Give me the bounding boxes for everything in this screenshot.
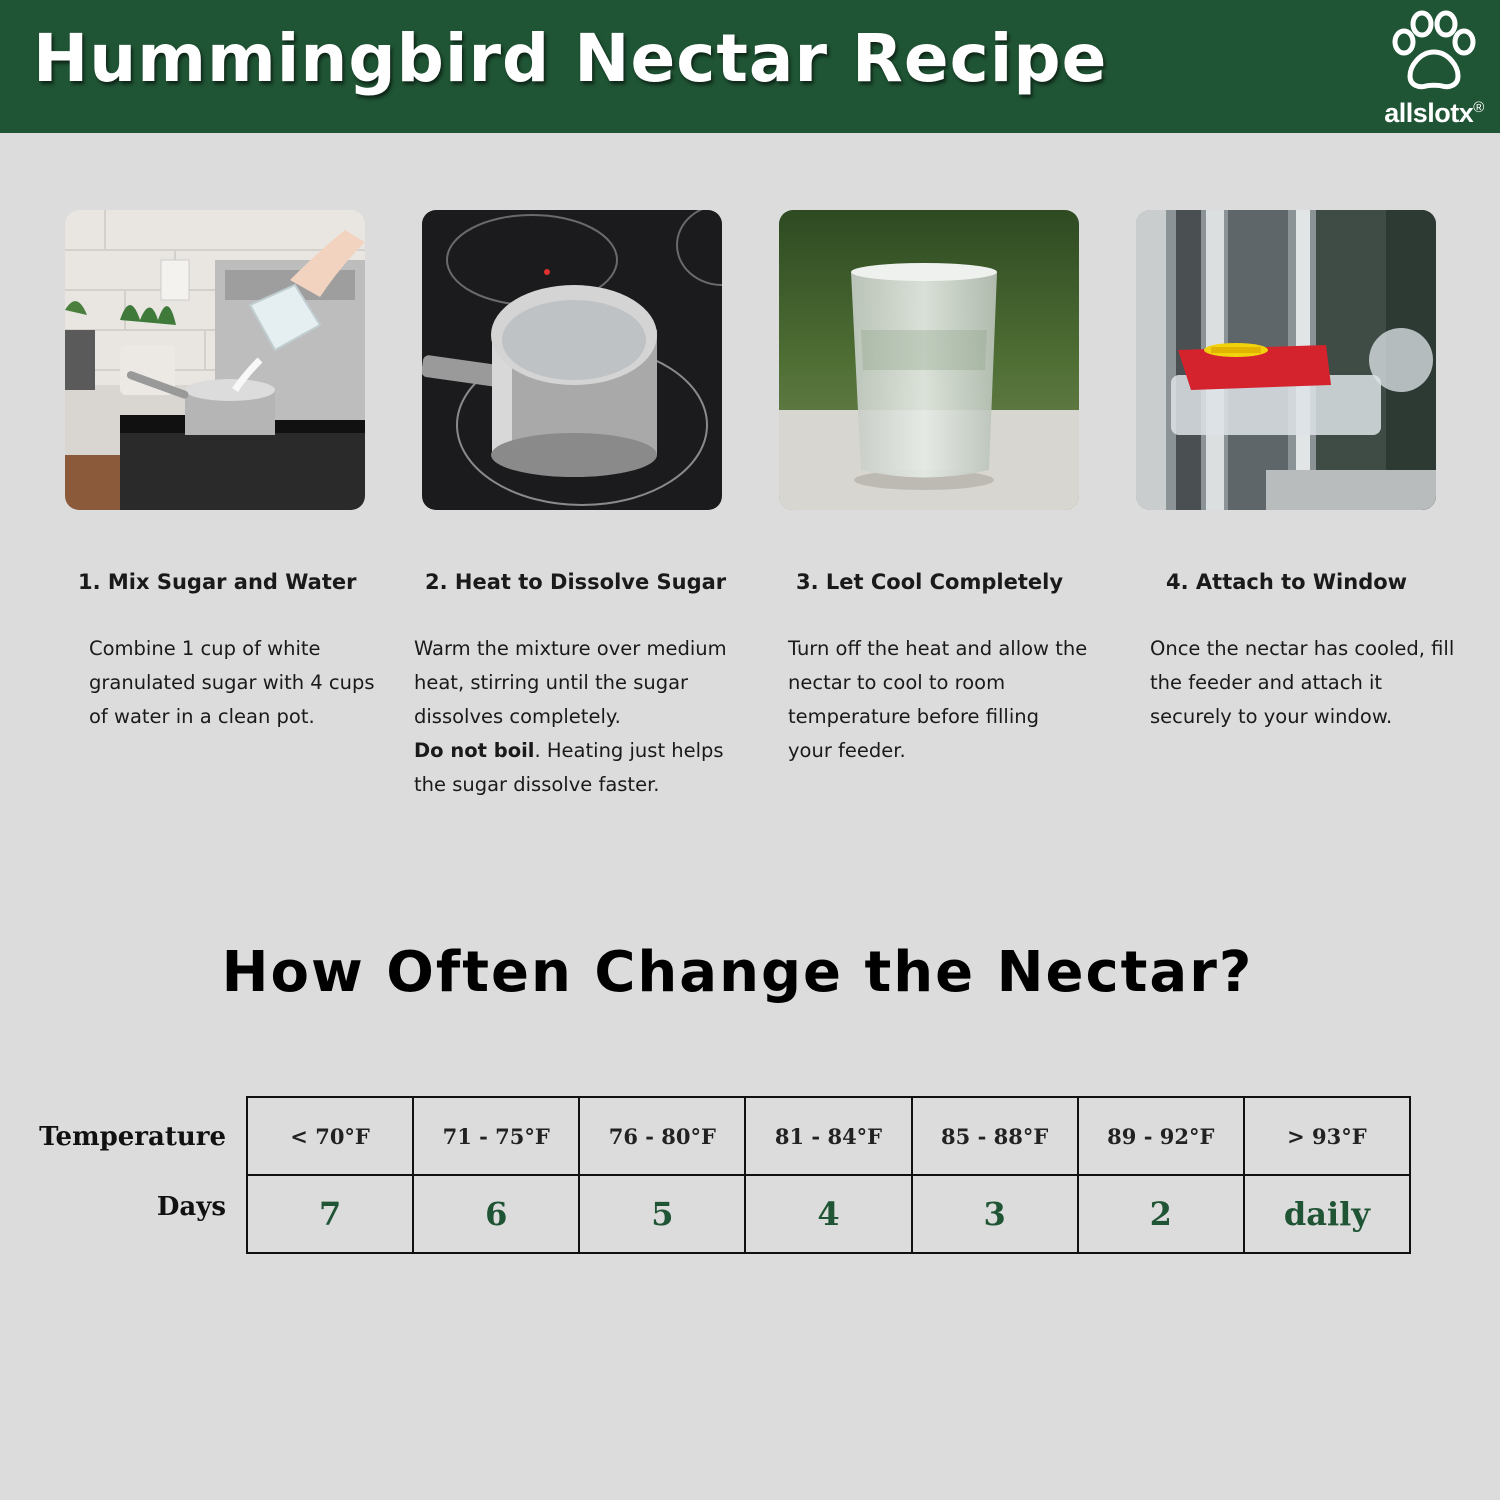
step-1-title: 1. Mix Sugar and Water — [78, 570, 357, 594]
days-cell: daily — [1244, 1175, 1410, 1253]
step-2-warning: Do not boil — [414, 739, 535, 762]
paw-icon — [1384, 8, 1484, 94]
days-row-label: Days — [156, 1192, 226, 1222]
step-3-photo — [779, 210, 1079, 510]
step-2-text-main: Warm the mixture over medium heat, stirring until the sugar dissolves completely. — [414, 637, 727, 728]
step-2-photo — [422, 210, 722, 510]
temp-cell: > 93°F — [1244, 1097, 1410, 1175]
step-4-title: 4. Attach to Window — [1166, 570, 1408, 594]
days-cell: 6 — [413, 1175, 579, 1253]
days-cell: 7 — [247, 1175, 413, 1253]
days-row — [247, 1175, 1410, 1253]
temp-cell: < 70°F — [247, 1097, 413, 1175]
temp-cell: 71 - 75°F — [413, 1097, 579, 1175]
step-2-title: 2. Heat to Dissolve Sugar — [425, 570, 727, 594]
days-cell: 2 — [1078, 1175, 1244, 1253]
temp-cell: 89 - 92°F — [1078, 1097, 1244, 1175]
days-cell: 4 — [745, 1175, 911, 1253]
temperature-row — [247, 1097, 1410, 1175]
schedule-title: How Often Change the Nectar? — [221, 940, 1254, 1005]
brand-name: allslotx — [1384, 98, 1474, 128]
page-title: Hummingbird Nectar Recipe — [33, 20, 1108, 97]
step-1-photo — [65, 210, 365, 510]
step-2-text — [414, 632, 754, 802]
temp-cell: 81 - 84°F — [745, 1097, 911, 1175]
step-2-text-after: . Heating just helps the sugar dissolve faster. — [414, 739, 724, 796]
step-1-text: Combine 1 cup of white granulated sugar with 4 cups of water in a clean pot. — [89, 637, 375, 728]
temp-cell: 85 - 88°F — [912, 1097, 1078, 1175]
temperature-row-label: Temperature — [39, 1122, 226, 1152]
temp-cell: 76 - 80°F — [579, 1097, 745, 1175]
nectar-schedule-table — [246, 1096, 1411, 1254]
brand-logo — [1370, 8, 1498, 130]
days-cell: 3 — [912, 1175, 1078, 1253]
step-3-text: Turn off the heat and allow the nectar to cool to room temperature before filling your feeder. — [788, 637, 1088, 762]
days-cell: 5 — [579, 1175, 745, 1253]
registered-mark: ® — [1473, 99, 1484, 116]
step-3-title: 3. Let Cool Completely — [796, 570, 1064, 594]
step-4-text: Once the nectar has cooled, fill the feeder and attach it securely to your window. — [1150, 637, 1455, 728]
step-4-photo — [1136, 210, 1436, 510]
header-banner — [0, 0, 1500, 133]
